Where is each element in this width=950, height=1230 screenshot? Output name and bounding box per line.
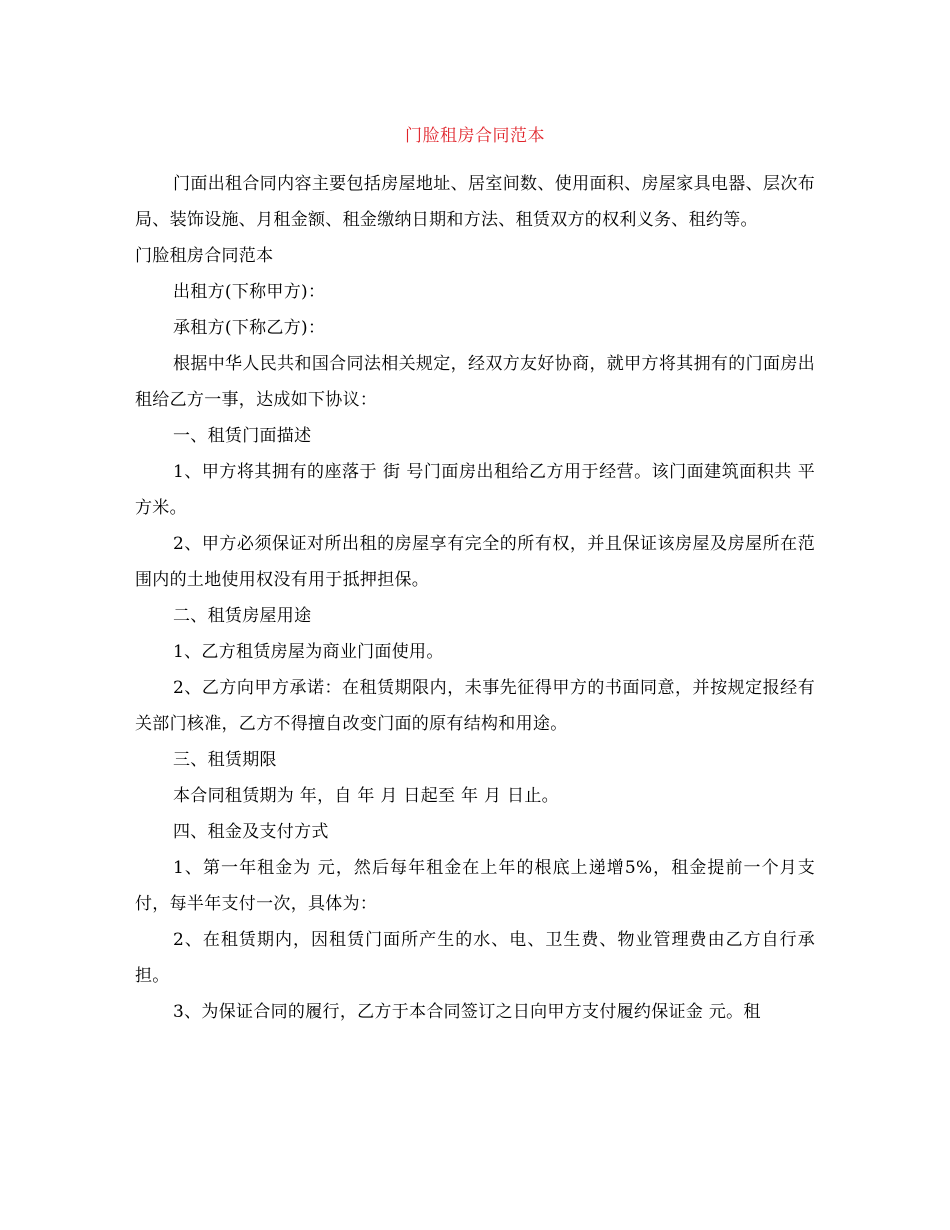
paragraph: 根据中华人民共和国合同法相关规定，经双方友好协商，就甲方将其拥有的门面房出租给乙方一事，达成如下协议： [135, 354, 815, 410]
paragraph: 二、租赁房屋用途 [173, 606, 312, 626]
document-body [135, 166, 815, 1030]
paragraph: 2、甲方必须保证对所出租的房屋享有完全的所有权，并且保证该房屋及房屋所在范围内的土地使用权没有用于抵押担保。 [135, 534, 815, 590]
paragraph: 2、乙方向甲方承诺：在租赁期限内，未事先征得甲方的书面同意，并按规定报经有关部门核准，乙方不得擅自改变门面的原有结构和用途。 [135, 678, 815, 734]
paragraph: 门面出租合同内容主要包括房屋地址、居室间数、使用面积、房屋家具电器、层次布局、装饰设施、月租金额、租金缴纳日期和方法、租赁双方的权利义务、租约等。 [135, 174, 815, 230]
paragraph: 1、乙方租赁房屋为商业门面使用。 [173, 642, 444, 662]
paragraph: 3、为保证合同的履行，乙方于本合同签订之日向甲方支付履约保证金 元。租 [173, 1002, 761, 1022]
paragraph: 一、租赁门面描述 [173, 426, 312, 446]
paragraph: 出租方(下称甲方)： [173, 282, 326, 302]
paragraph: 1、甲方将其拥有的座落于 街 号门面房出租给乙方用于经营。该门面建筑面积共 平方米。 [135, 462, 815, 518]
paragraph: 四、租金及支付方式 [173, 822, 329, 842]
paragraph: 门脸租房合同范本 [135, 246, 274, 266]
document-title: 门脸租房合同范本 [405, 126, 545, 146]
paragraph: 三、租赁期限 [173, 750, 277, 770]
paragraph: 本合同租赁期为 年，自 年 月 日起至 年 月 日止。 [173, 786, 559, 806]
paragraph: 承租方(下称乙方)： [173, 318, 326, 338]
paragraph: 2、在租赁期内，因租赁门面所产生的水、电、卫生费、物业管理费由乙方自行承担。 [135, 930, 815, 986]
paragraph: 1、第一年租金为 元，然后每年租金在上年的根底上递增5%，租金提前一个月支付，每半年支付一次，具体为： [135, 858, 815, 914]
